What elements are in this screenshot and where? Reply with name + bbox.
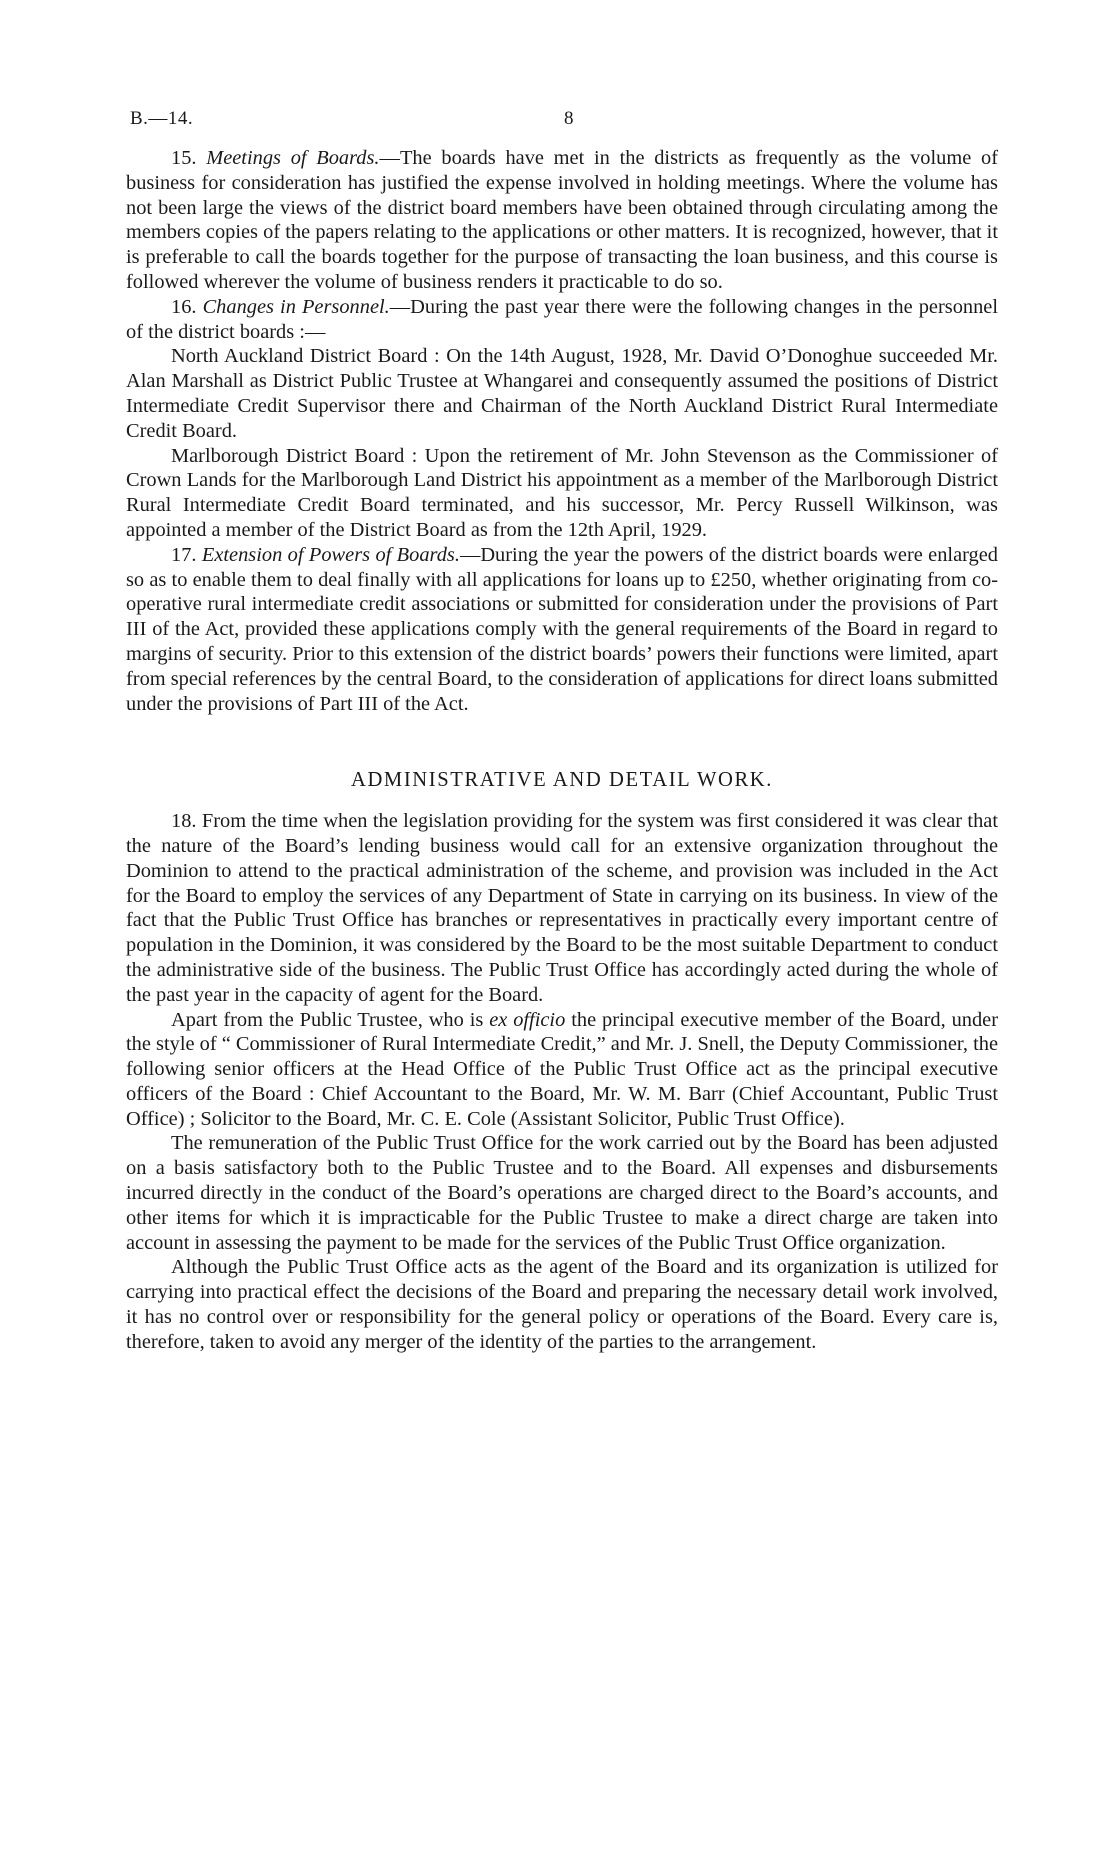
body-text — [126, 146, 998, 1355]
paragraph-number: 16. — [171, 295, 203, 318]
paragraph-remuneration: The remuneration of the Public Trust Office for the work carried out by the Board has been adjusted on a basis satisfactory both to the Public Trustee and to the Board. All expenses and disbursements incurred directly in the conduct of the Board’s operations are charged direct to the Board’s accounts, and other items for which it is impracticable for the Public Trustee to make a direct charge are taken into account in assessing the payment to be made for the services of the Public Trust Office organization. — [126, 1132, 998, 1254]
paragraph-text: —During the past year there were the following changes in the personnel of the district boards :— — [126, 295, 998, 343]
report-reference: B.—14. — [130, 108, 194, 129]
document-page — [126, 102, 998, 1355]
paragraph-17-extension-of-powers — [126, 543, 998, 717]
paragraph-number: 17. — [171, 543, 202, 566]
paragraph-text-end: the principal executive member of the Board, under the style of “ Commissioner of Rural Intermediate Credit,” and Mr. J. Snell, the Deputy Commissioner, the following senior officers at the Head Office of the Public Trust Office act as the principal executive officers of the Board : Chief Accountant to the Board, Mr. W. M. Barr (Chief Accountant, Public Trust Office) ; Solicitor to the Board, Mr. C. E. Cole (Assistant Solicitor, Public Trust Office). — [126, 1008, 999, 1130]
latin-phrase: ex officio — [489, 1008, 566, 1031]
paragraph-caption: Extension of Powers of Boards. — [201, 543, 460, 566]
paragraph-15-meetings-of-boards — [126, 146, 998, 295]
running-header — [126, 102, 998, 132]
paragraph-16-changes-in-personnel — [126, 295, 998, 345]
section-heading: ADMINISTRATIVE AND DETAIL WORK. — [350, 769, 774, 792]
paragraph-senior-officers — [126, 1008, 998, 1132]
paragraph-18-administrative-work: 18. From the time when the legislation providing for the system was first considered it was clear that the nature of the Board’s lending business would call for an extensive organization throughout the Dominion to attend to the practical administration of the scheme, and provision was included in the Act for the Board to employ the services of any Department of State in carrying on its business. In view of the fact that the Public Trust Office has branches or representatives in practically every important centre of population in the Dominion, it was considered by the Board to be the most suitable Department to conduct the administrative side of the business. The Public Trust Office has accordingly acted during the whole of the past year in the capacity of agent for the Board. — [126, 810, 998, 1006]
paragraph-text-start: Apart from the Public Trustee, who is — [171, 1008, 490, 1031]
paragraph-caption: Meetings of Boards. — [206, 147, 380, 169]
paragraph-number: 15. — [171, 147, 207, 169]
north-auckland-district-board: North Auckland District Board : On the 14th August, 1928, Mr. David O’Donoghue succeeded Mr. Alan Marshall as District Public Trustee at Whangarei and consequently assumed the positions of District Intermediate Credit Supervisor there and Chairman of the North Auckland District Rural Intermediate Credit Board. — [126, 345, 998, 442]
paragraph-text: —The boards have met in the districts as frequently as the volume of business for consideration has justified the expense involved in holding meetings. Where the volume has not been large the views of the district board members have been obtained through circulating among the members copies of the papers relating to the applications or other matters. It is recognized, however, that it is preferable to call the boards together for the purpose of transacting the loan business, and this course is followed wherever the volume of business renders it practicable to do so. — [126, 147, 998, 293]
marlborough-district-board: Marlborough District Board : Upon the retirement of Mr. John Stevenson as the Commissioner of Crown Lands for the Marlborough Land District his appointment as a member of the Marlborough District Rural Intermediate Credit Board terminated, and his successor, Mr. Percy Russell Wilkinson, was appointed a member of the District Board as from the 12th April, 1929. — [126, 444, 998, 541]
page-number: 8 — [564, 108, 574, 129]
paragraph-caption: Changes in Personnel. — [202, 295, 390, 318]
paragraph-text: —During the year the powers of the district boards were enlarged so as to enable them to deal finally with all applications for loans up to £250, whether originating from co-operative rural intermediate credit associations or submitted for consideration under the provisions of Part III of the Act, provided these applications comply with the general requirements of the Board in regard to margins of security. Prior to this extension of the district boards’ powers their functions were limited, apart from special references by the central Board, to the consideration of applications for direct loans submitted under the provisions of Part III of the Act. — [126, 543, 998, 715]
paragraph-agency-arrangement: Although the Public Trust Office acts as the agent of the Board and its organization is utilized for carrying into practical effect the decisions of the Board and preparing the necessary detail work involved, it has no control over or responsibility for the general policy or operations of the Board. Every care is, therefore, taken to avoid any merger of the identity of the parties to the arrangement. — [126, 1256, 998, 1353]
